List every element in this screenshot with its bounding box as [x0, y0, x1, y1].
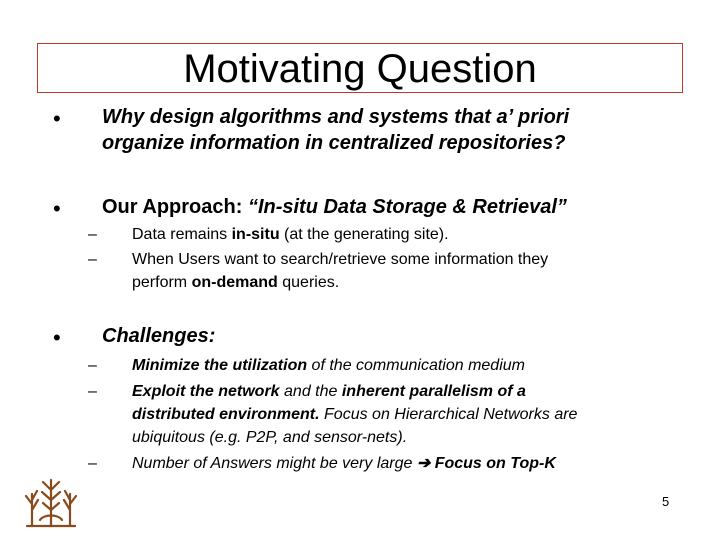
slide-title: Motivating Question: [183, 47, 537, 91]
text-run: Focus on Hierarchical Networks are: [319, 406, 578, 423]
emphasis-in-situ: in-situ: [231, 226, 280, 243]
text-run: (at the generating site).: [279, 226, 449, 243]
dash-marker: –: [88, 251, 97, 268]
approach-sub-2-line-1: When Users want to search/retrieve some information they: [132, 251, 549, 268]
text-run: and the: [279, 383, 342, 400]
dash-marker: –: [88, 455, 97, 472]
emphasis-parallelism: inherent parallelism of a: [341, 383, 526, 400]
text-run: of the communication medium: [307, 357, 525, 374]
tree-logo-icon: [22, 474, 80, 530]
emphasis-minimize: Minimize the utilization: [132, 357, 308, 374]
challenge-2-line-1: [132, 381, 526, 403]
challenge-2-line-2: [132, 404, 577, 426]
question-line-2: organize information in centralized repositories?: [102, 132, 566, 154]
emphasis-exploit: Exploit the network: [132, 383, 280, 400]
dash-marker: –: [88, 383, 97, 400]
emphasis-top-k: Focus on Top-K: [430, 455, 556, 472]
bullet-marker: •: [53, 106, 61, 131]
text-run: queries.: [277, 274, 340, 291]
challenge-2-line-3: ubiquitous (e.g. P2P, and sensor-nets).: [132, 429, 408, 446]
question-line-1: Why design algorithms and systems that a’ priori: [102, 106, 570, 128]
bullet-marker: •: [53, 196, 61, 221]
emphasis-on-demand: on-demand: [191, 274, 278, 291]
challenge-3: [132, 453, 556, 475]
approach-heading: [102, 194, 567, 220]
challenge-1: [132, 355, 525, 377]
dash-marker: –: [88, 357, 97, 374]
text-run: perform: [132, 274, 192, 291]
dash-marker: –: [88, 226, 97, 243]
approach-quote: “In-situ Data Storage & Retrieval”: [247, 196, 567, 218]
text-run: Number of Answers might be very large: [132, 455, 417, 472]
challenges-heading: Challenges:: [102, 325, 216, 347]
emphasis-distributed: distributed environment.: [132, 406, 320, 423]
bullet-marker: •: [53, 325, 61, 350]
approach-label: Our Approach:: [102, 196, 248, 218]
text-run: Data remains: [132, 226, 232, 243]
arrow-right-icon: ➔: [416, 455, 431, 472]
approach-sub-1: [132, 224, 449, 246]
approach-sub-2-line-2: [132, 272, 339, 294]
page-number: 5: [662, 494, 670, 509]
